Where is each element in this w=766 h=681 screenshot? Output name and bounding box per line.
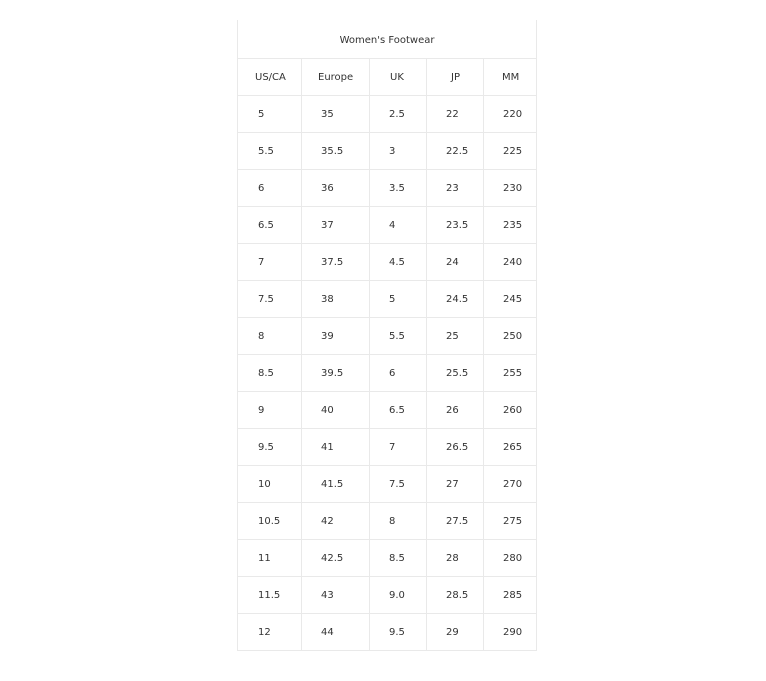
cell-us-ca: 9.5 [238,429,302,466]
cell-jp: 25 [427,318,484,355]
cell-uk: 7.5 [370,466,427,503]
table-row [238,466,537,503]
cell-mm: 225 [484,133,537,170]
cell-uk: 4 [370,207,427,244]
cell-europe: 39 [302,318,370,355]
cell-europe: 35.5 [302,133,370,170]
cell-jp: 23 [427,170,484,207]
cell-jp: 26.5 [427,429,484,466]
cell-jp: 29 [427,614,484,651]
caption-row [238,20,537,59]
table-row [238,614,537,651]
cell-mm: 260 [484,392,537,429]
table-row [238,96,537,133]
cell-europe: 35 [302,96,370,133]
cell-uk: 6 [370,355,427,392]
cell-us-ca: 5 [238,96,302,133]
table-row [238,577,537,614]
table-row [238,207,537,244]
cell-europe: 42.5 [302,540,370,577]
cell-jp: 24 [427,244,484,281]
cell-mm: 220 [484,96,537,133]
cell-mm: 245 [484,281,537,318]
cell-mm: 285 [484,577,537,614]
cell-jp: 25.5 [427,355,484,392]
cell-jp: 27.5 [427,503,484,540]
cell-uk: 8.5 [370,540,427,577]
cell-uk: 9.5 [370,614,427,651]
cell-mm: 290 [484,614,537,651]
header-us-ca: US/CA [238,59,302,96]
size-chart-table [237,20,537,651]
size-rows [238,96,537,651]
cell-uk: 4.5 [370,244,427,281]
cell-mm: 255 [484,355,537,392]
cell-us-ca: 6.5 [238,207,302,244]
table-row [238,244,537,281]
cell-us-ca: 11 [238,540,302,577]
cell-uk: 7 [370,429,427,466]
cell-europe: 37 [302,207,370,244]
cell-europe: 38 [302,281,370,318]
table-row [238,429,537,466]
cell-mm: 240 [484,244,537,281]
cell-europe: 40 [302,392,370,429]
header-mm: MM [484,59,537,96]
header-row [238,59,537,96]
cell-us-ca: 10.5 [238,503,302,540]
cell-us-ca: 11.5 [238,577,302,614]
cell-mm: 235 [484,207,537,244]
cell-us-ca: 12 [238,614,302,651]
cell-europe: 41 [302,429,370,466]
cell-jp: 23.5 [427,207,484,244]
cell-europe: 36 [302,170,370,207]
cell-uk: 5 [370,281,427,318]
cell-mm: 275 [484,503,537,540]
cell-jp: 22.5 [427,133,484,170]
table-row [238,503,537,540]
cell-us-ca: 9 [238,392,302,429]
cell-uk: 3.5 [370,170,427,207]
cell-us-ca: 10 [238,466,302,503]
cell-uk: 6.5 [370,392,427,429]
cell-mm: 280 [484,540,537,577]
cell-jp: 24.5 [427,281,484,318]
cell-uk: 5.5 [370,318,427,355]
table-row [238,281,537,318]
table-row [238,392,537,429]
cell-us-ca: 7 [238,244,302,281]
cell-uk: 9.0 [370,577,427,614]
table-row [238,170,537,207]
table-row [238,355,537,392]
cell-europe: 43 [302,577,370,614]
cell-jp: 28 [427,540,484,577]
cell-us-ca: 5.5 [238,133,302,170]
header-jp: JP [427,59,484,96]
cell-mm: 265 [484,429,537,466]
table-caption: Women's Footwear [238,20,537,59]
table-row [238,318,537,355]
header-uk: UK [370,59,427,96]
cell-jp: 26 [427,392,484,429]
cell-jp: 28.5 [427,577,484,614]
cell-mm: 230 [484,170,537,207]
cell-jp: 22 [427,96,484,133]
cell-mm: 270 [484,466,537,503]
cell-europe: 41.5 [302,466,370,503]
cell-us-ca: 8 [238,318,302,355]
cell-us-ca: 8.5 [238,355,302,392]
cell-jp: 27 [427,466,484,503]
table-row [238,540,537,577]
cell-us-ca: 6 [238,170,302,207]
cell-uk: 3 [370,133,427,170]
header-europe: Europe [302,59,370,96]
cell-mm: 250 [484,318,537,355]
cell-europe: 44 [302,614,370,651]
cell-europe: 42 [302,503,370,540]
cell-us-ca: 7.5 [238,281,302,318]
cell-europe: 37.5 [302,244,370,281]
table-row [238,133,537,170]
cell-europe: 39.5 [302,355,370,392]
cell-uk: 2.5 [370,96,427,133]
cell-uk: 8 [370,503,427,540]
